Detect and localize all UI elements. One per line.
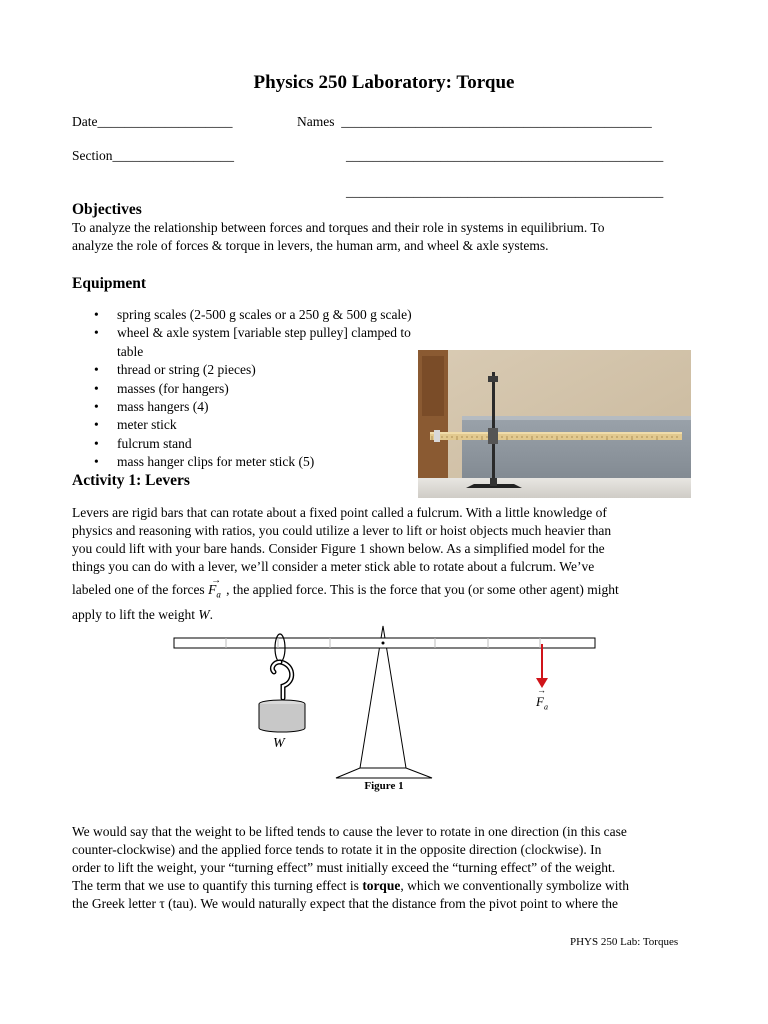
objectives-line: analyze the role of forces & torque in levers, the human arm, and wheel & axle systems. — [72, 238, 549, 253]
activity1-paragraph — [72, 504, 702, 625]
torque-term: torque — [362, 878, 401, 893]
equipment-heading: Equipment — [72, 275, 147, 292]
names-field: Names ______________________________________________ — [297, 114, 652, 129]
page-title: Physics 250 Laboratory: Torque — [253, 72, 515, 93]
list-item-text: mass hanger clips for meter stick (5) — [117, 454, 315, 470]
force-subscript: a — [216, 589, 221, 600]
bullet-icon: • — [94, 380, 99, 396]
list-item — [72, 306, 432, 324]
pivot-point — [382, 642, 385, 645]
paragraph-line — [72, 575, 702, 605]
date-field: Date____________________ — [72, 114, 233, 129]
equipment-list — [72, 306, 432, 472]
figure-caption: Figure 1 — [364, 780, 404, 792]
force-letter: F — [536, 694, 544, 709]
list-item-text: wheel & axle system [variable step pulley] clamped to table — [117, 325, 411, 359]
torque-paragraph — [72, 823, 702, 913]
list-item-text: masses (for hangers) — [117, 380, 229, 396]
applied-force-symbol — [208, 575, 226, 605]
page-footer: PHYS 250 Lab: Torques — [570, 936, 679, 948]
bullet-icon: • — [94, 325, 99, 341]
weight-variable: W — [198, 606, 210, 622]
paragraph-line: We would say that the weight to be lifted tends to cause the lever to rotate in one direction (in this case — [72, 824, 627, 839]
list-item — [72, 380, 432, 398]
paragraph-text: , which we conventionally symbolize with — [400, 878, 630, 893]
activity1-heading: Activity 1: Levers — [72, 472, 190, 489]
lab-setup-photo — [418, 350, 691, 498]
weight-label: W — [273, 736, 285, 751]
equipment-photo — [418, 350, 691, 498]
paragraph-text: The term that we use to quantify this turning effect is — [72, 878, 363, 893]
objectives-text — [72, 219, 604, 255]
paragraph-line: physics and reasoning with ratios, you could utilize a lever to lift or hoist objects much heavier than — [72, 523, 612, 538]
list-item-text: meter stick — [117, 417, 177, 433]
mass-body — [259, 704, 305, 732]
names-line-2: _______________________________________________ — [346, 148, 664, 163]
list-item — [72, 398, 432, 416]
paragraph-line: the Greek letter τ (tau). We would naturally expect that the distance from the pivot point to where the — [72, 896, 619, 911]
names-line-3: _______________________________________________ — [346, 184, 664, 199]
list-item — [72, 324, 432, 361]
bullet-icon: • — [94, 307, 99, 322]
list-item-text: thread or string (2 pieces) — [117, 362, 256, 378]
bullet-icon: • — [94, 435, 99, 451]
bullet-icon: • — [94, 399, 99, 415]
bullet-icon: • — [94, 362, 99, 378]
paragraph-text: . — [209, 606, 213, 622]
paragraph-line: Levers are rigid bars that can rotate about a fixed point called a fulcrum. With a little knowledge of — [72, 505, 607, 520]
paragraph-line: counter-clockwise) and the applied force tends to rotate it in the opposite direction (clockwise). In — [72, 842, 602, 857]
paragraph-line: order to lift the weight, your “turning effect” must initially exceed the “turning effect” of the weight. — [72, 860, 616, 875]
section-field: Section__________________ — [72, 148, 234, 163]
list-item-text: spring scales (2-500 g scales or a 250 g & 500 g scale) — [117, 307, 412, 322]
paragraph-text: labeled one of the forces — [72, 582, 209, 597]
paragraph-text: , the applied force. This is the force that you (or some other agent) might — [226, 582, 619, 597]
list-item-text: mass hangers (4) — [117, 399, 209, 415]
list-item — [72, 416, 432, 434]
bullet-icon: • — [94, 454, 99, 470]
list-item — [72, 453, 432, 471]
paragraph-line: you could lift with your bare hands. Consider Figure 1 shown below. As a simplified model for the — [72, 541, 605, 556]
list-item-text: fulcrum stand — [117, 435, 192, 451]
figure-1 — [170, 620, 600, 780]
bullet-icon: • — [94, 417, 99, 433]
fulcrum-base — [336, 768, 432, 778]
paragraph-line — [72, 877, 702, 895]
list-item — [72, 361, 432, 379]
force-label — [536, 685, 548, 712]
list-item — [72, 435, 432, 453]
vector-arrow-icon: → — [211, 575, 222, 586]
paragraph-line: things you can do with a lever, we’ll consider a meter stick able to rotate about a fulcrum. We’ve — [72, 559, 595, 574]
paragraph-text: apply to lift the weight — [72, 606, 199, 622]
force-subscript: a — [543, 702, 548, 712]
force-letter: F — [208, 582, 217, 597]
objectives-heading: Objectives — [72, 201, 142, 218]
vector-arrow-icon: → — [537, 685, 546, 695]
objectives-line: To analyze the relationship between forces and torques and their role in systems in equilibrium. To — [72, 220, 605, 235]
